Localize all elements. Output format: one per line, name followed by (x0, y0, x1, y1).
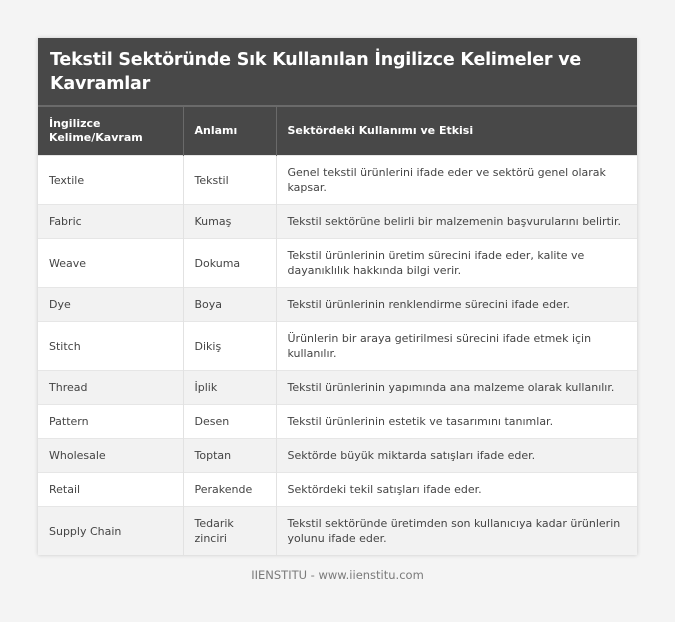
cell-meaning: Tekstil (183, 156, 276, 205)
cell-usage: Tekstil ürünlerinin yapımında ana malzeme olarak kullanılır. (276, 371, 637, 405)
cell-meaning: Desen (183, 405, 276, 439)
cell-usage: Tekstil ürünlerinin üretim sürecini ifade eder, kalite ve dayanıklılık hakkında bilgi verir. (276, 239, 637, 288)
cell-meaning: Kumaş (183, 205, 276, 239)
cell-term: Fabric (38, 205, 183, 239)
cell-usage: Tekstil ürünlerinin estetik ve tasarımını tanımlar. (276, 405, 637, 439)
table-header-row (38, 107, 637, 156)
cell-meaning: Dikiş (183, 322, 276, 371)
table-row (38, 371, 637, 405)
table-title: Tekstil Sektöründe Sık Kullanılan İngilizce Kelimeler ve Kavramlar (38, 38, 637, 107)
cell-usage: Ürünlerin bir araya getirilmesi sürecini ifade etmek için kullanılır. (276, 322, 637, 371)
cell-term: Wholesale (38, 439, 183, 473)
cell-term: Dye (38, 288, 183, 322)
cell-usage: Tekstil sektöründe üretimden son kullanıcıya kadar ürünlerin yolunu ifade eder. (276, 507, 637, 556)
cell-meaning: Tedarik zinciri (183, 507, 276, 556)
cell-term: Supply Chain (38, 507, 183, 556)
table-row (38, 156, 637, 205)
header-meaning: Anlamı (183, 107, 276, 156)
table-row (38, 473, 637, 507)
footer-credit: IIENSTITU - www.iienstitu.com (251, 568, 424, 582)
cell-term: Textile (38, 156, 183, 205)
cell-meaning: İplik (183, 371, 276, 405)
table-row (38, 205, 637, 239)
cell-usage: Genel tekstil ürünlerini ifade eder ve sektörü genel olarak kapsar. (276, 156, 637, 205)
glossary-table-card (38, 38, 637, 555)
cell-usage: Tekstil ürünlerinin renklendirme sürecini ifade eder. (276, 288, 637, 322)
cell-usage: Sektörde büyük miktarda satışları ifade eder. (276, 439, 637, 473)
glossary-table (38, 107, 637, 555)
cell-term: Pattern (38, 405, 183, 439)
table-row (38, 239, 637, 288)
table-row (38, 288, 637, 322)
cell-term: Weave (38, 239, 183, 288)
header-term: İngilizce Kelime/Kavram (38, 107, 183, 156)
cell-meaning: Perakende (183, 473, 276, 507)
cell-term: Stitch (38, 322, 183, 371)
table-row (38, 439, 637, 473)
table-row (38, 405, 637, 439)
table-row (38, 322, 637, 371)
cell-term: Thread (38, 371, 183, 405)
cell-meaning: Dokuma (183, 239, 276, 288)
table-row (38, 507, 637, 556)
cell-usage: Sektördeki tekil satışları ifade eder. (276, 473, 637, 507)
cell-meaning: Toptan (183, 439, 276, 473)
cell-term: Retail (38, 473, 183, 507)
cell-usage: Tekstil sektörüne belirli bir malzemenin başvurularını belirtir. (276, 205, 637, 239)
cell-meaning: Boya (183, 288, 276, 322)
header-usage: Sektördeki Kullanımı ve Etkisi (276, 107, 637, 156)
